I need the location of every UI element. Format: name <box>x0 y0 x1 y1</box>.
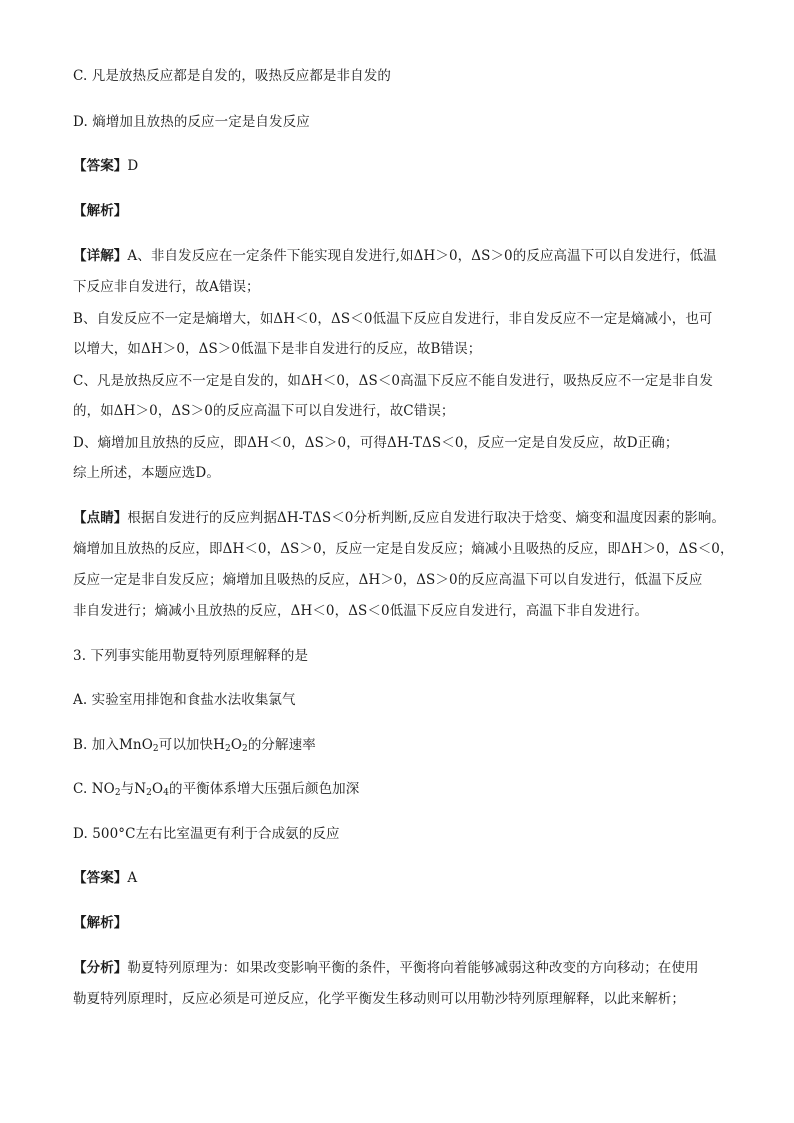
q3-fenxi-line-1: 勒夏特列原理时，反应必须是可逆反应，化学平衡发生移动则可以用勒沙特列原理解释，以此来解析； <box>73 991 685 1007</box>
subscript: 2 <box>146 788 152 798</box>
answer-tag: 【答案】 <box>73 158 128 174</box>
q2-option-d: D. 熵增加且放热的反应一定是自发反应 <box>73 114 310 130</box>
q3-answer <box>73 868 734 888</box>
q2-analysis-tag <box>73 201 734 221</box>
answer-tag: 【答案】 <box>73 870 128 886</box>
q2-comment-line-2: 反应一定是非自发反应；熵增加且吸热的反应，ΔH＞0，ΔS＞0的反应高温下可以自发进行，低温下反应 <box>73 572 703 588</box>
q2-detail-line-1: 下反应非自发进行，故A错误； <box>73 279 260 295</box>
q3-option-b <box>73 735 734 755</box>
subscript: 2 <box>242 744 248 754</box>
q2-detail-line-7: 综上所述，本题应选D。 <box>73 465 220 481</box>
detail-text: A、非自发反应在一定条件下能实现自发进行,如ΔH＞0，ΔS＞0的反应高温下可以自发进行，低温 <box>127 248 717 264</box>
q2-detail-line-6: D、熵增加且放热的反应，即ΔH＜0，ΔS＞0，可得ΔH-TΔS＜0，反应一定是自发反应，故D正确； <box>73 435 679 451</box>
q3-option-d: D. 500°C左右比室温更有利于合成氨的反应 <box>73 826 340 842</box>
answer-value: A <box>127 870 138 886</box>
q2-comment-line-3: 非自发进行；熵减小且放热的反应，ΔH＜0，ΔS＜0低温下反应自发进行，高温下非自发进行。 <box>73 603 649 619</box>
q3-option-c <box>73 779 734 799</box>
subscript: 2 <box>225 744 231 754</box>
answer-value: D <box>127 158 139 174</box>
fenxi-tag: 【分析】 <box>73 960 128 976</box>
analysis-tag: 【解析】 <box>73 915 128 931</box>
q3-stem: 3. 下列事实能用勒夏特列原理解释的是 <box>73 648 309 664</box>
q3-option-b-part: O <box>230 737 242 753</box>
q3-option-c-part: 的平衡体系增大压强后颜色加深 <box>168 781 360 797</box>
q2-answer <box>73 156 734 176</box>
q2-detail-line-5: 的，如ΔH＞0，ΔS＞0的反应高温下可以自发进行，故C错误； <box>73 403 455 419</box>
q2-detail-line-3: 以增大，如ΔH＞0，ΔS＞0低温下是非自发进行的反应，故B错误； <box>73 341 482 357</box>
subscript: 2 <box>152 744 159 754</box>
fenxi-text: 勒夏特列原理为：如果改变影响平衡的条件，平衡将向着能够减弱这种改变的方向移动；在使用 <box>127 960 699 976</box>
analysis-tag: 【解析】 <box>73 203 128 219</box>
q2-detail-line-4: C、凡是放热反应不一定是自发的，如ΔH＜0，ΔS＜0高温下反应不能自发进行，吸热反应不一定是非自发 <box>73 373 713 389</box>
q2-comment-line-0 <box>73 508 734 528</box>
comment-text: 根据自发进行的反应判据ΔH-TΔS＜0分析判断,反应自发进行取决于焓变、熵变和温度因素的影响。 <box>127 510 726 526</box>
q2-detail-line-2: B、自发反应不一定是熵增大，如ΔH＜0，ΔS＜0低温下反应自发进行，非自发反应不一定是熵减小，也可 <box>73 311 713 327</box>
q3-option-c-part: O <box>151 781 164 797</box>
q3-option-b-part: 可以加快H <box>158 737 225 753</box>
q2-detail-line-0 <box>73 246 734 266</box>
q3-option-c-part: 与N <box>120 781 147 797</box>
detail-tag: 【详解】 <box>73 248 128 264</box>
q3-fenxi-line-0 <box>73 958 734 978</box>
comment-tag: 【点睛】 <box>73 510 128 526</box>
subscript: 4 <box>163 788 169 798</box>
q2-option-c: C. 凡是放热反应都是自发的，吸热反应都是非自发的 <box>73 68 391 84</box>
q3-option-c-part: C. NO <box>73 781 115 797</box>
q3-option-b-part: 的分解速率 <box>247 737 316 753</box>
subscript: 2 <box>114 788 121 798</box>
q3-option-b-part: B. 加入MnO <box>73 737 153 753</box>
q3-option-a: A. 实验室用排饱和食盐水法收集氯气 <box>73 692 296 708</box>
q2-comment-line-1: 熵增加且放热的反应，即ΔH＜0，ΔS＞0，反应一定是自发反应；熵减小且吸热的反应，即ΔH＞0，ΔS＜0， <box>73 541 734 557</box>
q3-analysis-tag <box>73 913 734 933</box>
